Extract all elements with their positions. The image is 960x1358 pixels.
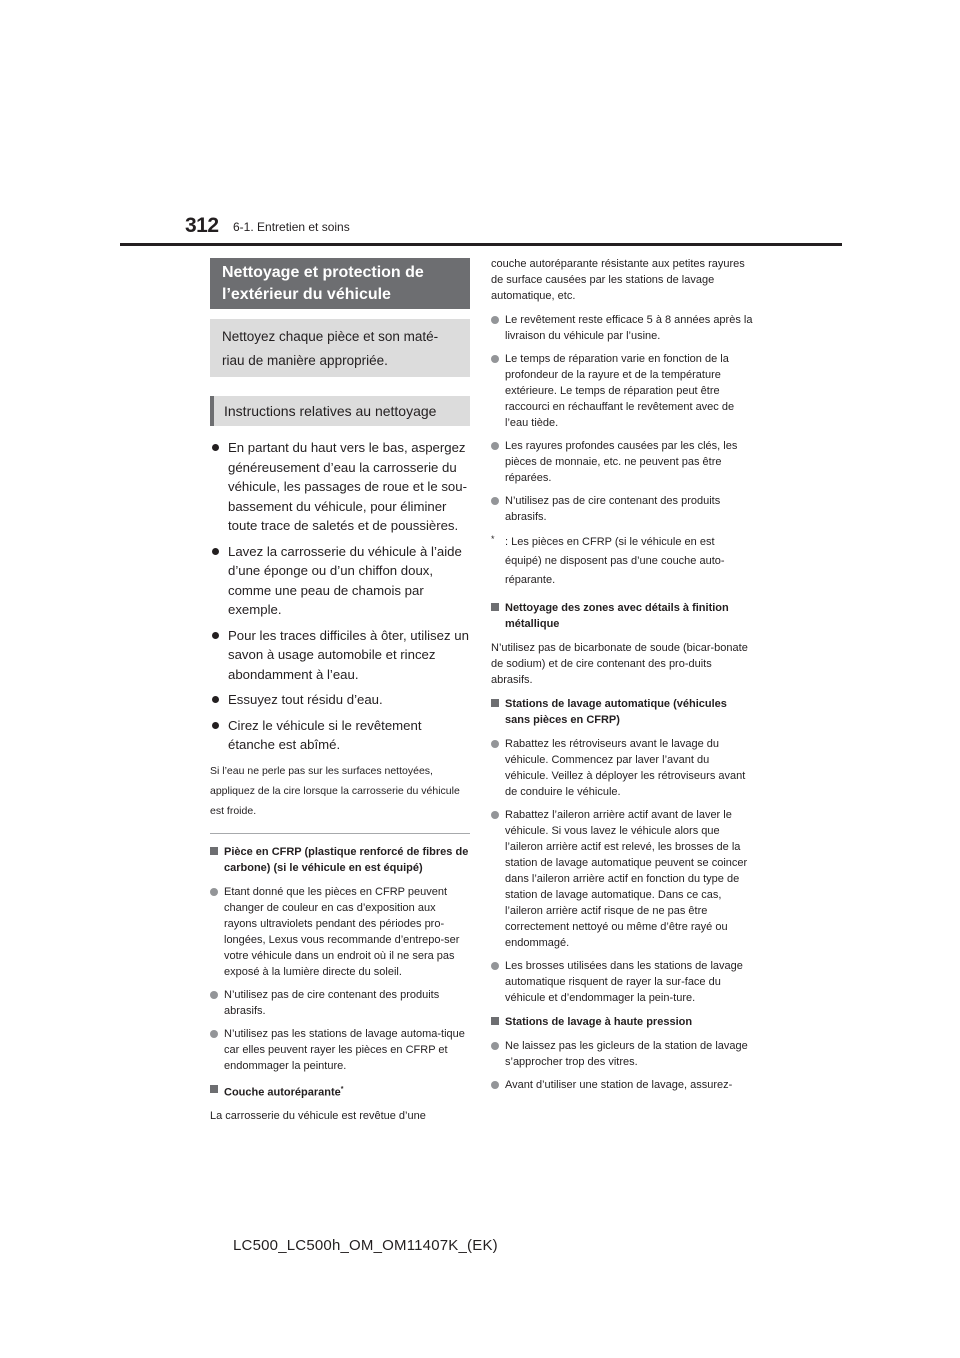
footnote: * : Les pièces en CFRP (si le véhicule en est équipé) ne disposent pas d’une couche auto-réparante. bbox=[491, 534, 725, 586]
list-item: N’utilisez pas de cire contenant des produits abrasifs. bbox=[491, 493, 753, 525]
cleaning-instructions-list bbox=[210, 438, 470, 755]
coating-list bbox=[491, 312, 753, 525]
high-pressure-heading: Stations de lavage à haute pression bbox=[491, 1014, 753, 1030]
metal-heading: Nettoyage des zones avec détails à finition métallique bbox=[491, 600, 753, 632]
bullet-icon bbox=[212, 696, 219, 703]
circle-bullet-icon bbox=[491, 497, 499, 505]
circle-bullet-icon bbox=[491, 1042, 499, 1050]
coating-heading: Couche autoréparante* bbox=[210, 1082, 470, 1101]
subheading: Instructions relatives au nettoyage bbox=[210, 396, 470, 426]
list-item: Les brosses utilisées dans les stations de lavage automatique risquent de rayer la sur-face du véhicule et d’endommager la pein-ture. bbox=[491, 958, 753, 1006]
square-bullet-icon bbox=[210, 1085, 218, 1093]
header-rule bbox=[120, 243, 842, 246]
coating-text-continued: couche autoréparante résistante aux petites rayures de surface causées par les stations de lavage automatique, etc. bbox=[491, 258, 745, 302]
circle-bullet-icon bbox=[491, 740, 499, 748]
auto-wash-list bbox=[491, 736, 753, 1006]
list-item: Pour les traces difficiles à ôter, utilisez un savon à usage automobile et rincez abondamment à l’eau. bbox=[210, 626, 470, 685]
list-item: Cirez le véhicule si le revêtement étanche est abîmé. bbox=[210, 716, 470, 755]
list-item: Les rayures profondes causées par les clés, les pièces de monnaie, etc. ne peuvent pas être réparées. bbox=[491, 438, 753, 486]
document-code: LC500_LC500h_OM_OM11407K_(EK) bbox=[233, 1237, 498, 1254]
list-item: Etant donné que les pièces en CFRP peuvent changer de couleur en cas d’exposition aux rayons ultraviolets pendant des périodes pro-longées, Lexus vous recommande d’entrepo-ser votre véhicule dans un endroit où il ne sera pas exposé à la lumière directe du soleil. bbox=[210, 884, 470, 980]
section-title: 6-1. Entretien et soins bbox=[233, 220, 350, 234]
circle-bullet-icon bbox=[491, 442, 499, 450]
left-column bbox=[210, 258, 470, 1132]
bullet-icon bbox=[212, 722, 219, 729]
metal-text: N’utilisez pas de bicarbonate de soude (bicar-bonate de sodium) et de cire contenant des pro-duits abrasifs. bbox=[491, 642, 748, 686]
auto-wash-heading: Stations de lavage automatique (véhicules sans pièces en CFRP) bbox=[491, 696, 753, 728]
circle-bullet-icon bbox=[210, 1030, 218, 1038]
circle-bullet-icon bbox=[491, 962, 499, 970]
coating-text: La carrosserie du véhicule est revêtue d’une bbox=[210, 1110, 426, 1123]
wax-note: Si l’eau ne perle pas sur les surfaces nettoyées, appliquez de la cire lorsque la carrosserie du véhicule est froide. bbox=[210, 764, 460, 817]
bullet-icon bbox=[212, 444, 219, 451]
circle-bullet-icon bbox=[210, 991, 218, 999]
page-number: 312 bbox=[185, 214, 219, 237]
circle-bullet-icon bbox=[491, 811, 499, 819]
list-item: N’utilisez pas de cire contenant des produits abrasifs. bbox=[210, 987, 470, 1019]
list-item: Rabattez les rétroviseurs avant le lavage du véhicule. Commencez par laver l’avant du véhicule. Veillez à déployer les rétroviseurs avant de conduire le véhicule. bbox=[491, 736, 753, 800]
bullet-icon bbox=[212, 632, 219, 639]
list-item: Lavez la carrosserie du véhicule à l’aide d’une éponge ou d’un chiffon doux, comme une peau de chamois par exemple. bbox=[210, 542, 470, 620]
square-bullet-icon bbox=[210, 847, 218, 855]
list-item: Le temps de réparation varie en fonction de la profondeur de la rayure et de la température extérieure. Le temps de réparation peut être raccourci en réchauffant le revêtement avec de l’eau tiède. bbox=[491, 351, 753, 431]
circle-bullet-icon bbox=[491, 355, 499, 363]
list-item: Le revêtement reste efficace 5 à 8 années après la livraison du véhicule par l’usine. bbox=[491, 312, 753, 344]
bullet-icon bbox=[212, 548, 219, 555]
cfrp-list bbox=[210, 884, 470, 1074]
topic-title: Nettoyage et protection de l’extérieur du véhicule bbox=[210, 258, 470, 309]
square-bullet-icon bbox=[491, 603, 499, 611]
list-item: Essuyez tout résidu d’eau. bbox=[210, 690, 470, 710]
circle-bullet-icon bbox=[491, 1081, 499, 1089]
topic-intro: Nettoyez chaque pièce et son maté-riau de manière appropriée. bbox=[210, 319, 470, 377]
circle-bullet-icon bbox=[210, 888, 218, 896]
list-item: N’utilisez pas les stations de lavage automa-tique car elles peuvent rayer les pièces en CFRP et endommager la peinture. bbox=[210, 1026, 470, 1074]
list-item: En partant du haut vers le bas, aspergez généreusement d’eau la carrosserie du véhicule, les passages de roue et le sou-bassement du véhicule, pour éliminer toute trace de saletés et de poussières. bbox=[210, 438, 470, 536]
page-header bbox=[120, 0, 842, 246]
square-bullet-icon bbox=[491, 1017, 499, 1025]
list-item: Ne laissez pas les gicleurs de la station de lavage s’approcher trop des vitres. bbox=[491, 1038, 753, 1070]
section-divider bbox=[210, 833, 470, 834]
circle-bullet-icon bbox=[491, 316, 499, 324]
right-column bbox=[491, 256, 753, 1101]
cfrp-heading: Pièce en CFRP (plastique renforcé de fibres de carbone) (si le véhicule en est équipé) bbox=[210, 844, 470, 876]
high-pressure-list bbox=[491, 1038, 753, 1093]
list-item: Avant d’utiliser une station de lavage, assurez- bbox=[491, 1077, 753, 1093]
list-item: Rabattez l’aileron arrière actif avant de laver le véhicule. Si vous lavez le véhicule alors que l’aileron arrière actif est relevé, les brosses de la station de lavage automatique peuvent se coincer dans l’aileron arrière actif en fonction du type de station de lavage automatique. Dans ce cas, l’aileron arrière actif risque de ne pas être correctement nettoyé ou même d’être rayé ou endommagé. bbox=[491, 807, 753, 951]
square-bullet-icon bbox=[491, 699, 499, 707]
